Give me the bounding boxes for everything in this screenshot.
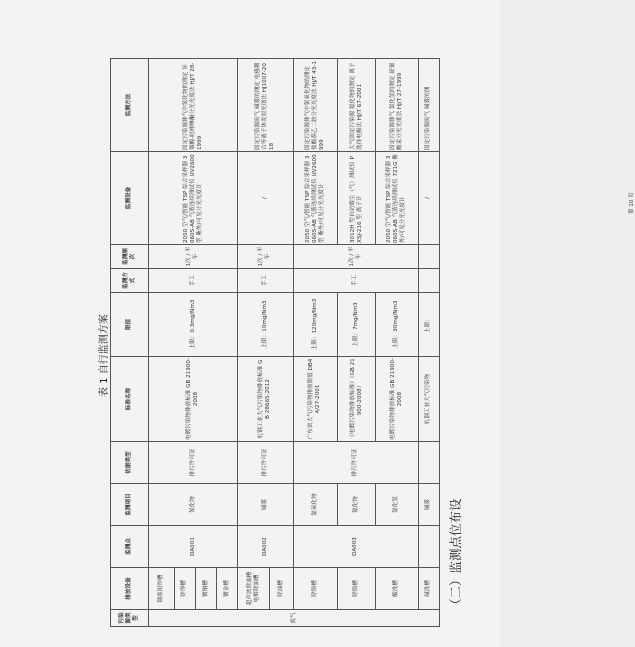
equipment-cell: 碱洗槽 — [418, 568, 439, 610]
equipment-cell: 除铬槽 — [338, 568, 376, 610]
equipment-cell: 锌焊槽 — [174, 568, 195, 610]
device-cell: / — [418, 152, 439, 245]
method-cell: 固定污染源排气 氯化氢的测定 硫氰酸汞分光光度法 HJ/T 27-1999 — [376, 59, 418, 152]
limit-cell: 上限：120mg/Nm3 — [293, 293, 338, 357]
header-monitoring-point: 监测点 — [111, 526, 149, 568]
frequency-cell: 1次 / 半年 — [293, 245, 418, 269]
page-number: 第 10 页 — [629, 192, 635, 214]
header-analysis-method: 监测方法 — [111, 59, 149, 152]
equipment-cell: 酸洗槽 — [376, 568, 418, 610]
limit-cell: 上限：0.3mg/Nm3 — [149, 293, 238, 357]
point-cell: DA002 — [238, 526, 293, 568]
mode-cell: 手工 — [149, 269, 238, 293]
basis-cell — [418, 442, 439, 484]
standard-cell: 电镀污染物排放标准 GB 21900-2008 — [376, 357, 418, 442]
device-cell: 2050 空气/智能 TSP 综合采样器 3060S-AB 气液连续测试仪 UV2600 型 紫外/可见分光光度计 — [293, 152, 338, 245]
section-title: （二）监测点位布设 — [448, 498, 463, 611]
equipment-cell: 镀金槽 — [217, 568, 238, 610]
limit-cell: 上限：10mg/Nm3 — [238, 293, 293, 357]
rotated-content — [20, 20, 635, 627]
device-cell: 3012H 型自动烟尘（气）测试仪 PXSJ-216 型 离子计 — [338, 152, 376, 245]
device-cell: 2050 空气/智能 TSP 综合采样器 3060S-AB 气液连续测试仪 721G 紫外/可见分光光度计 — [376, 152, 418, 245]
monitoring-plan-table — [110, 58, 440, 627]
header-equipment: 监测设备 — [111, 152, 149, 245]
standard-cell: 广东省大气污染物排放限值 DB44/27-2001 — [293, 357, 338, 442]
equipment-cell: 超声波除油槽 电解除油槽 — [238, 568, 270, 610]
item-cell: 氮化物 — [149, 484, 238, 526]
header-monitoring-item: 监测项目 — [111, 484, 149, 526]
mode-cell: 手工 — [293, 269, 418, 293]
method-cell: 大气固定污染源 氟化物的测定 离子选择电极法 HJ/T 67-2001 — [338, 59, 376, 152]
frequency-cell: 1次 / 半年 — [238, 245, 293, 269]
frequency-cell — [418, 245, 439, 269]
standard-cell: 轧钢工业大气污染物排放标准 GB 28665-2012 — [238, 357, 293, 442]
basis-cell: 排污许可证 — [293, 442, 418, 484]
point-cell: DA001 — [149, 526, 238, 568]
device-cell: / — [238, 152, 293, 245]
header-category: 污染源类型 — [111, 610, 149, 627]
table-row — [293, 59, 338, 627]
table-caption: 表 1 自行监测方案 — [99, 314, 110, 397]
basis-cell: 排污许可证 — [238, 442, 293, 484]
equipment-cell: 除铬槽 — [293, 568, 338, 610]
mode-cell: 手工 — [238, 269, 293, 293]
category-cell: 废气 — [149, 610, 440, 627]
point-cell — [418, 526, 439, 568]
table-row — [149, 59, 174, 627]
equipment-cell: 镀铜槽 — [195, 568, 216, 610]
limit-cell: 上限：30mg/Nm3 — [376, 293, 418, 357]
method-cell: 固定污染源废气 碱雾的测定 电感耦合等离子体发射光谱法 HJ1007-2018 — [238, 59, 293, 152]
table-header-row — [111, 59, 149, 627]
header-basis-type: 依据类型 — [111, 442, 149, 484]
table-row — [238, 59, 270, 627]
standard-cell: 《电镀污染物排放标准》（GB 21900-2008） — [338, 357, 376, 442]
item-cell: 氯化氢 — [376, 484, 418, 526]
device-cell: 2050 空气/智能 TSP 综合采样器 3060S-AB 气液连续测试仪 UV2600 型 紫外/可见分光光度计 — [149, 152, 238, 245]
item-cell: 碱雾 — [418, 484, 439, 526]
equipment-cell: 钢瓶组焊槽 — [149, 568, 174, 610]
standard-cell: 电镀污染物排放标准 GB 21900-2008 — [149, 357, 238, 442]
header-frequency: 监测频次 — [111, 245, 149, 269]
header-limit: 限值 — [111, 293, 149, 357]
header-emission-equipment: 排放设备 — [111, 568, 149, 610]
table-row — [418, 59, 439, 627]
method-cell: 固定污染源排气中氯氧化物的测定 盐酸萘乙二胺分光光度法 HJ/T 43-1999 — [293, 59, 338, 152]
item-cell: 氯氧化物 — [293, 484, 338, 526]
equipment-cell: 除油槽 — [270, 568, 293, 610]
mode-cell — [418, 269, 439, 293]
method-cell: 固定污染源排气中氮化物的测定 异烟酸-吡唑啉酮分光光度法 HJ/T 28-1999 — [149, 59, 238, 152]
header-standard-name: 标准名称 — [111, 357, 149, 442]
item-cell: 碱雾 — [238, 484, 293, 526]
frequency-cell: 1次 / 半年 — [149, 245, 238, 269]
standard-cell: 轧钢工业大气污染物 — [418, 357, 439, 442]
method-cell: 固定污染源废气 碱雾的测 — [418, 59, 439, 152]
limit-cell: 上限： — [418, 293, 439, 357]
item-cell: 氟化物 — [338, 484, 376, 526]
point-cell: DA003 — [293, 526, 418, 568]
header-monitoring-method: 监测方式 — [111, 269, 149, 293]
limit-cell: 上限：7mg/Nm3 — [338, 293, 376, 357]
basis-cell: 排污许可证 — [149, 442, 238, 484]
